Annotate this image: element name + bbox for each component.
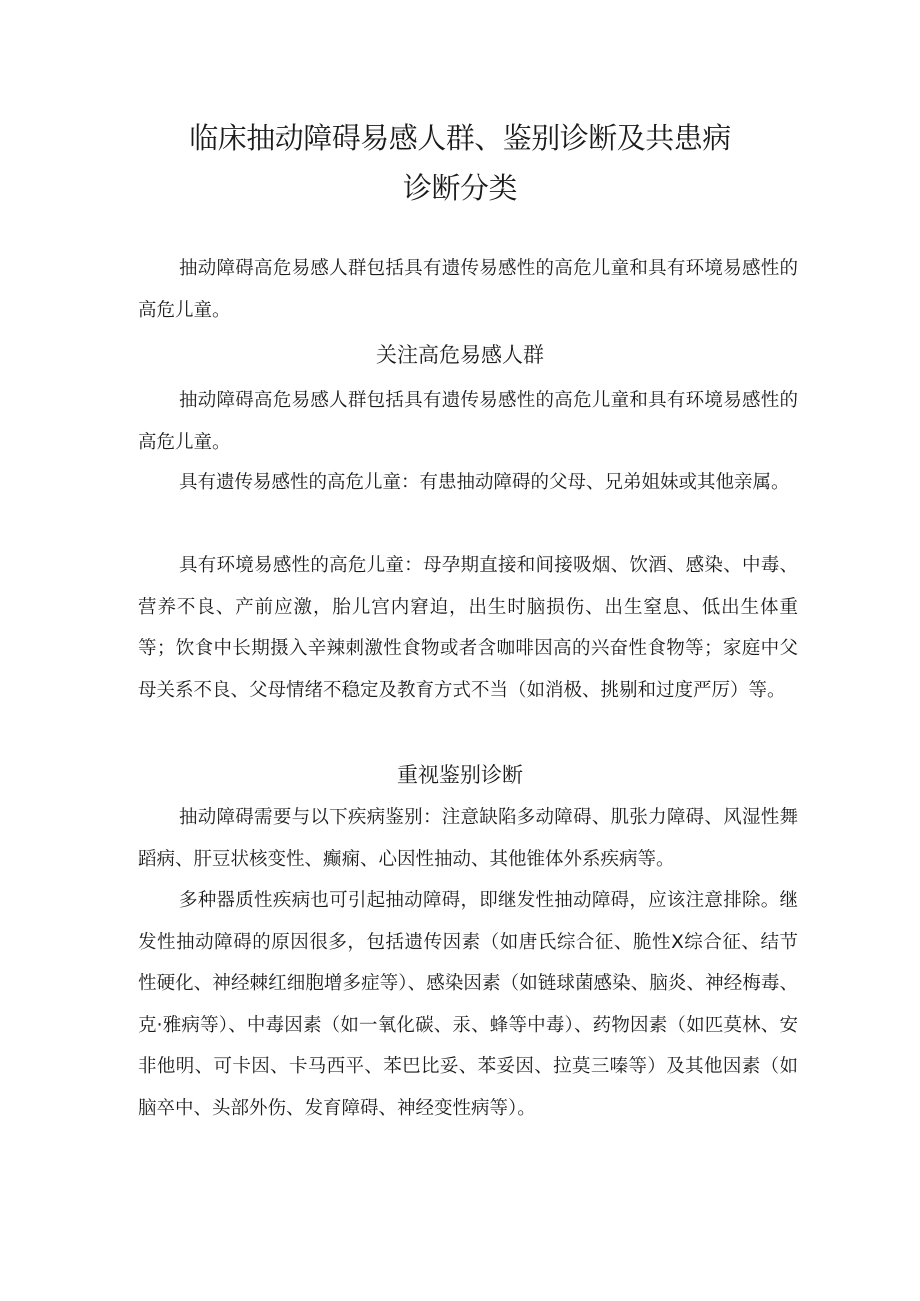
section-heading-differential-diagnosis: 重视鉴别诊断	[397, 763, 523, 787]
paragraph-high-risk-groups: 抽动障碍高危易感人群包括具有遗传易感性的高危儿童和具有环境易感性的高危儿童。	[138, 390, 798, 453]
paragraph-genetic-risk: 具有遗传易感性的高危儿童：有患抽动障碍的父母、兄弟姐妹或其他亲属。	[179, 472, 790, 493]
section-heading-high-risk: 关注高危易感人群	[376, 343, 544, 367]
paragraph-secondary-tic-causes: 多种器质性疾病也可引起抽动障碍，即继发性抽动障碍，应该注意排除。继发性抽动障碍的原因很多，包括遗传因素（如唐氏综合征、脆性X综合征、结节性硬化、神经棘红细胞增多症等）、感染因素（如链球菌感染、脑炎、神经梅毒、克·雅病等）、中毒因素（如一氧化碳、汞、蜂等中毒）、药物因素（如匹莫林、安非他明、可卡因、卡马西平、苯巴比妥、苯妥因、拉莫三嗪等）及其他因素（如脑卒中、头部外伤、发育障碍、神经变性病等）。	[138, 890, 798, 1119]
paragraph-differential-diseases: 抽动障碍需要与以下疾病鉴别：注意缺陷多动障碍、肌张力障碍、风湿性舞蹈病、肝豆状核变性、癫痫、心因性抽动、其他锥体外系疾病等。	[138, 807, 798, 870]
intro-paragraph: 抽动障碍高危易感人群包括具有遗传易感性的高危儿童和具有环境易感性的高危儿童。	[138, 258, 798, 321]
paragraph-environmental-risk: 具有环境易感性的高危儿童：母孕期直接和间接吸烟、饮酒、感染、中毒、营养不良、产前应激，胎儿宫内窘迫，出生时脑损伤、出生窒息、低出生体重等；饮食中长期摄入辛辣刺激性食物或者含咖啡因高的兴奋性食物等；家庭中父母关系不良、父母情绪不稳定及教育方式不当（如消极、挑剔和过度严厉）等。	[138, 555, 798, 701]
document-title-line-2: 诊断分类	[402, 171, 517, 205]
document-title-line-1: 临床抽动障碍易感人群、鉴别诊断及共患病	[189, 121, 731, 155]
